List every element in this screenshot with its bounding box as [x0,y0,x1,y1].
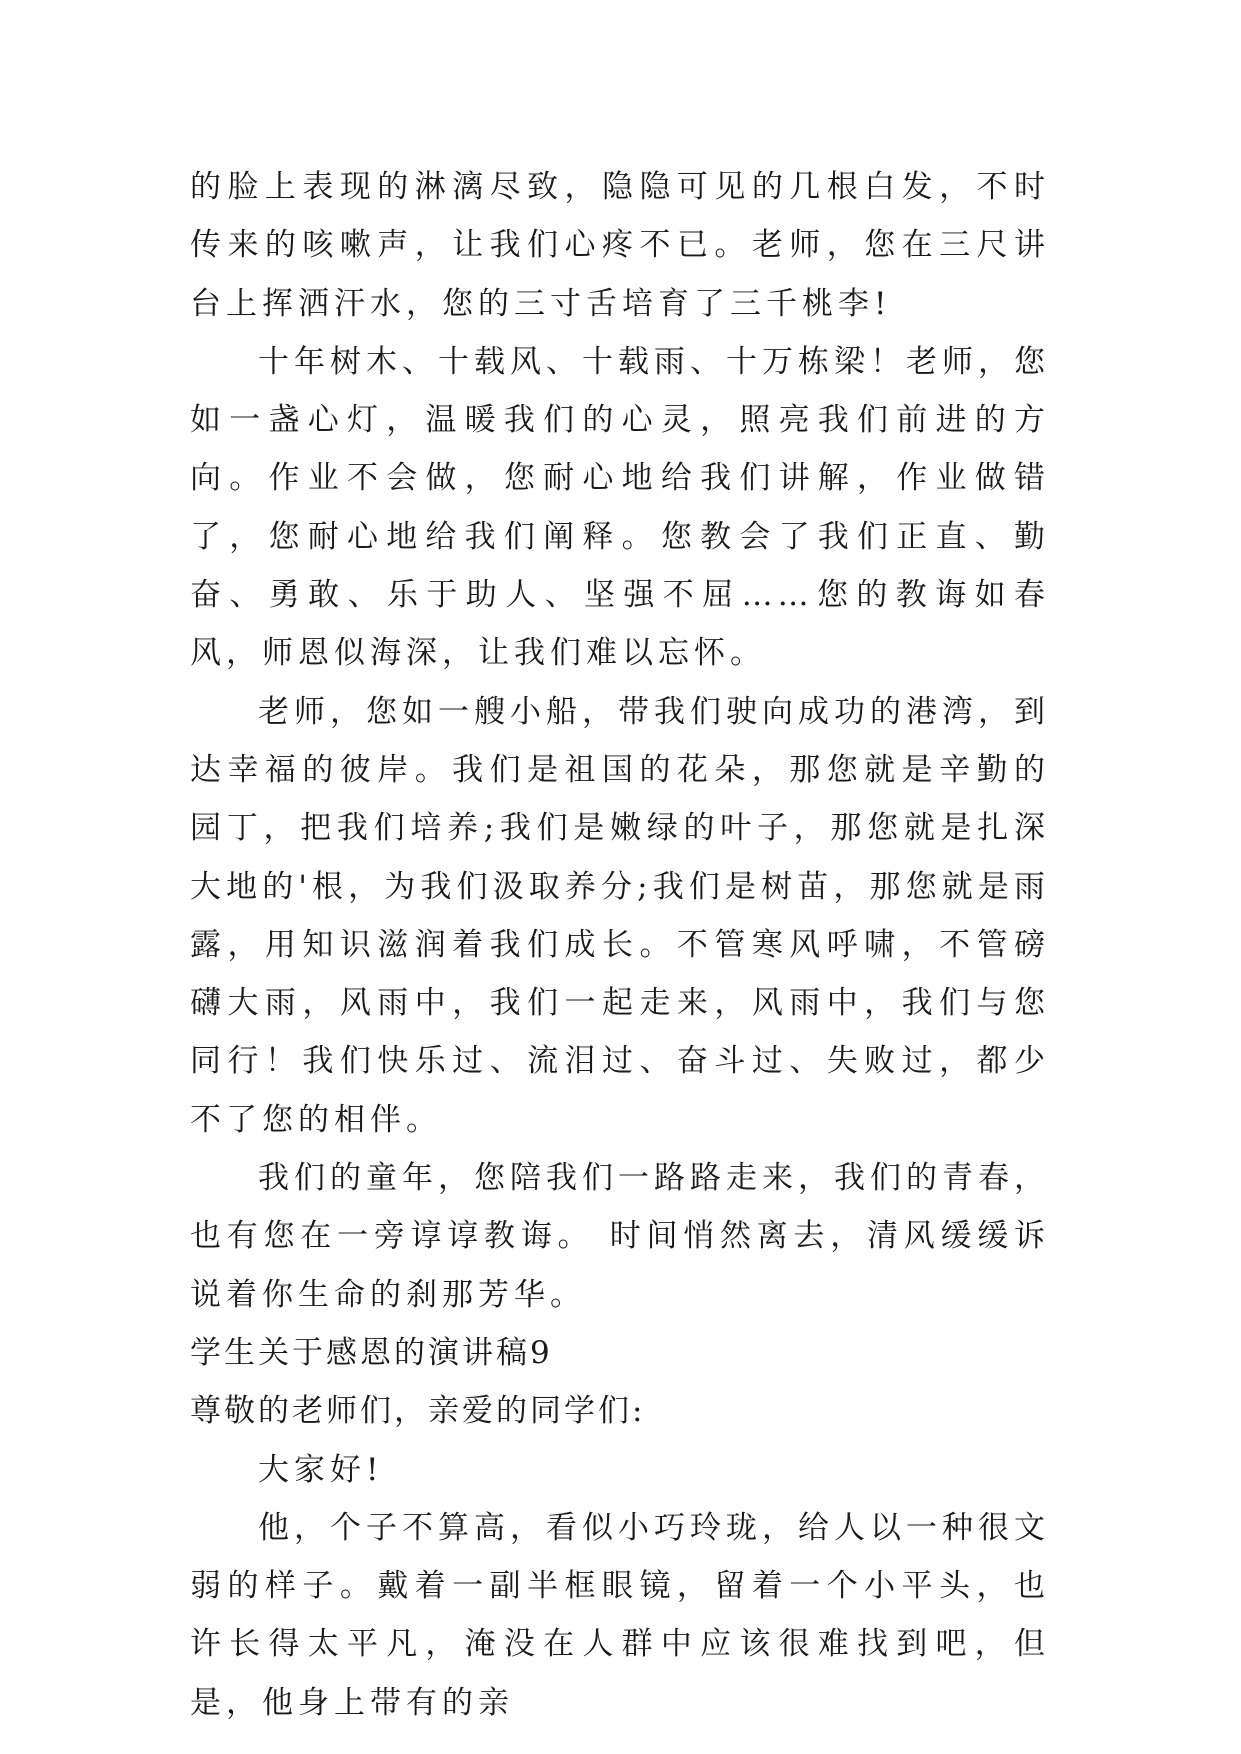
greeting: 大家好! [258,1451,384,1488]
paragraph-continued: 的脸上表现的淋漓尽致，隐隐可见的几根白发，不时传来的咳嗽声，让我们心疼不已。老师，您在三尺讲台上挥洒汗水，您的三寸舌培育了三千桃李! [190,169,1050,322]
section-title: 学生关于感恩的演讲稿9 [190,1334,553,1371]
salutation: 尊敬的老师们，亲爱的同学们: [190,1393,646,1430]
paragraph-childhood: 我们的童年，您陪我们一路路走来，我们的青春，也有您在一旁谆谆教诲。 时间悄然离去，清风缓缓诉说着你生命的刹那芳华。 [190,1160,1050,1313]
paragraph-teacher-boat: 老师，您如一艘小船，带我们驶向成功的港湾，到达幸福的彼岸。我们是祖国的花朵，那您就是辛勤的园丁，把我们培养;我们是嫩绿的叶子，那您就是扎深大地的'根，为我们汲取养分;我们是树苗，那您就是雨露，用知识滋润着我们成长。不管寒风呼啸，不管磅礴大雨，风雨中，我们一起走来，风雨中，我们与您同行！我们快乐过、流泪过、奋斗过、失败过，都少不了您的相伴。 [190,693,1050,1138]
paragraph-teacher-lamp: 十年树木、十载风、十载雨、十万栋梁！老师，您如一盏心灯，温暖我们的心灵，照亮我们前进的方向。作业不会做，您耐心地给我们讲解，作业做错了，您耐心地给我们阐释。您教会了我们正直、勤奋、勇敢、乐于助人、坚强不屈……您的教诲如春风，师恩似海深，让我们难以忘怀。 [190,343,1050,672]
paragraph-he: 他，个子不算高，看似小巧玲珑，给人以一种很文弱的样子。戴着一副半框眼镜，留着一个小平头，也许长得太平凡，淹没在人群中应该很难找到吧，但是，他身上带有的亲 [190,1509,1050,1721]
document-body [190,158,1050,1732]
